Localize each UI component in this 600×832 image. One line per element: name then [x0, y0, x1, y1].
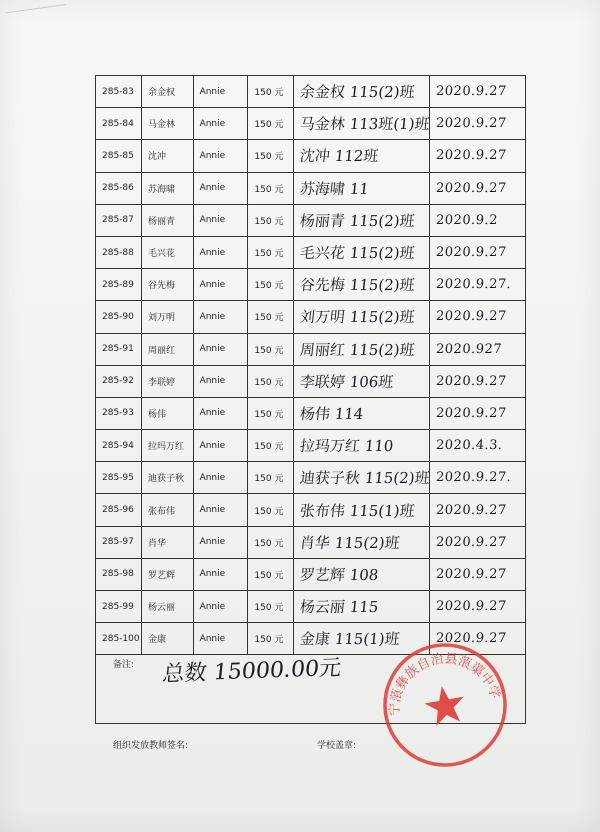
teacher-name: Annie — [199, 633, 226, 644]
amount: 150 元 — [254, 281, 284, 292]
handwritten-date: 2020.9.27 — [435, 84, 508, 100]
row-id: 285-94 — [102, 440, 134, 451]
teacher-name: Annie — [199, 440, 226, 451]
total-handwritten: 总数 15000.00元 — [161, 655, 343, 688]
handwritten-date: 2020.9.27 — [435, 566, 508, 582]
handwritten-signature: 谷先梅 115(2)班 — [298, 276, 416, 295]
table-row — [96, 140, 526, 172]
amount: 150 元 — [254, 88, 284, 99]
recipient-name: 刘万明 — [148, 313, 176, 324]
teacher-name: Annie — [199, 86, 226, 97]
teacher-name: Annie — [199, 344, 226, 355]
recipient-name: 迪获子秋 — [148, 474, 185, 485]
amount: 150 元 — [254, 409, 284, 420]
teacher-name: Annie — [199, 505, 226, 516]
amount: 150 元 — [254, 474, 284, 485]
teacher-name: Annie — [199, 537, 226, 548]
handwritten-signature: 苏海啸 11 — [298, 179, 370, 198]
recipient-name: 毛兴花 — [148, 249, 176, 260]
amount: 150 元 — [254, 603, 284, 614]
recipient-name: 肖华 — [148, 538, 167, 549]
teacher-name: Annie — [199, 118, 226, 129]
handwritten-signature: 李联婷 106班 — [298, 372, 394, 391]
handwritten-signature: 迪获子秋 115(2)班 — [298, 469, 431, 488]
handwritten-date: 2020.9.27 — [435, 534, 508, 550]
handwritten-signature: 马金林 113班(1)班 — [298, 115, 431, 134]
handwritten-date: 2020.9.27 — [435, 180, 508, 196]
amount: 150 元 — [254, 506, 284, 517]
handwritten-signature: 余金权 115(2)班 — [298, 83, 416, 102]
handwritten-date: 2020.9.27 — [435, 309, 508, 325]
recipient-name: 罗艺辉 — [148, 570, 176, 581]
teacher-name: Annie — [199, 183, 226, 194]
recipient-name: 杨丽青 — [148, 216, 176, 227]
handwritten-date: 2020.9.27. — [435, 470, 513, 486]
handwritten-date: 2020.9.27 — [435, 502, 508, 518]
handwritten-signature: 刘万明 115(2)班 — [298, 308, 416, 327]
school-seal-label: 学校盖章: — [317, 741, 357, 751]
handwritten-signature: 沈冲 112班 — [298, 147, 379, 166]
amount: 150 元 — [254, 216, 284, 227]
handwritten-signature: 罗艺辉 108 — [298, 565, 379, 584]
handwritten-date: 2020.9.27 — [435, 599, 508, 615]
table-row — [96, 76, 526, 108]
handwritten-date: 2020.9.27. — [435, 277, 513, 293]
row-id: 285-92 — [102, 376, 134, 387]
handwritten-signature: 杨伟 114 — [298, 404, 364, 423]
handwritten-date: 2020.4.3. — [435, 438, 504, 454]
row-id: 285-91 — [102, 344, 134, 355]
row-id: 285-100 — [102, 633, 140, 644]
handwritten-signature: 杨丽青 115(2)班 — [298, 211, 416, 230]
table-row — [96, 236, 526, 268]
table-row — [96, 172, 526, 204]
amount: 150 元 — [254, 442, 284, 453]
amount: 150 元 — [254, 313, 284, 324]
amount: 150 元 — [254, 249, 284, 260]
recipient-name: 金康 — [148, 635, 167, 646]
row-id: 285-97 — [102, 537, 134, 548]
handwritten-signature: 金康 115(1)班 — [298, 630, 401, 649]
table-row — [96, 108, 526, 140]
recipient-name: 杨云丽 — [148, 603, 176, 614]
teacher-name: Annie — [199, 247, 226, 258]
amount: 150 元 — [254, 184, 284, 195]
row-id: 285-87 — [102, 215, 134, 226]
teacher-name: Annie — [199, 279, 226, 290]
row-id: 285-86 — [102, 183, 134, 194]
table-row — [96, 494, 526, 526]
table-row — [96, 269, 526, 301]
handwritten-date: 2020.9.27 — [435, 148, 508, 164]
row-id: 285-85 — [102, 150, 134, 161]
table-row — [96, 365, 526, 397]
handwritten-date: 2020.927 — [435, 341, 503, 357]
handwritten-signature: 拉玛万红 110 — [298, 437, 394, 456]
table-row — [96, 526, 526, 558]
amount: 150 元 — [254, 635, 284, 646]
row-id: 285-98 — [102, 569, 134, 580]
handwritten-signature: 杨云丽 115 — [298, 598, 379, 617]
table-row — [96, 462, 526, 494]
row-id: 285-99 — [102, 601, 134, 612]
teacher-name: Annie — [199, 311, 226, 322]
amount: 150 元 — [254, 538, 284, 549]
teacher-name: Annie — [199, 408, 226, 419]
amount: 150 元 — [254, 345, 284, 356]
table-row — [96, 333, 526, 365]
row-id: 285-88 — [102, 247, 134, 258]
seal-text: 宁蒗彝族自治县蒗蕖中学 — [387, 651, 503, 717]
distribution-table — [95, 75, 526, 655]
seal-star-icon — [422, 683, 468, 727]
recipient-name: 苏海啸 — [148, 184, 176, 195]
teacher-name: Annie — [199, 215, 226, 226]
row-id: 285-84 — [102, 118, 134, 129]
row-id: 285-96 — [102, 505, 134, 516]
handwritten-date: 2020.9.27 — [435, 116, 508, 132]
table-row — [96, 430, 526, 462]
recipient-name: 沈冲 — [148, 152, 167, 163]
recipient-name: 马金林 — [148, 120, 176, 131]
recipient-name: 周丽红 — [148, 345, 176, 356]
teacher-name: Annie — [199, 569, 226, 580]
row-id: 285-90 — [102, 311, 134, 322]
amount: 150 元 — [254, 570, 284, 581]
recipient-name: 杨伟 — [148, 409, 167, 420]
handwritten-signature: 肖华 115(2)班 — [298, 533, 401, 552]
table-row — [96, 204, 526, 236]
amount: 150 元 — [254, 377, 284, 388]
recipient-name: 拉玛万红 — [148, 442, 185, 453]
teacher-name: Annie — [199, 150, 226, 161]
handwritten-date: 2020.9.27 — [435, 631, 508, 647]
handwritten-date: 2020.9.27 — [435, 245, 508, 261]
amount: 150 元 — [254, 152, 284, 163]
handwritten-signature: 张布伟 115(1)班 — [298, 501, 416, 520]
handwritten-date: 2020.9.27 — [435, 373, 508, 389]
handwritten-signature: 周丽红 115(2)班 — [298, 340, 416, 359]
handwritten-date: 2020.9.27 — [435, 405, 508, 421]
table-row — [96, 558, 526, 590]
remarks-label: 备注: — [113, 660, 135, 670]
row-id: 285-89 — [102, 279, 134, 290]
recipient-name: 谷先梅 — [148, 281, 176, 292]
table-row — [96, 397, 526, 429]
recipient-name: 李联婷 — [148, 377, 176, 388]
table-row — [96, 301, 526, 333]
teacher-signature-label: 组织发放教师签名: — [113, 741, 189, 751]
row-id: 285-83 — [102, 86, 134, 97]
recipient-name: 张布伟 — [148, 506, 176, 517]
teacher-name: Annie — [199, 472, 226, 483]
row-id: 285-95 — [102, 472, 134, 483]
handwritten-date: 2020.9.2 — [435, 212, 499, 228]
teacher-name: Annie — [199, 376, 226, 387]
teacher-name: Annie — [199, 601, 226, 612]
row-id: 285-93 — [102, 408, 134, 419]
amount: 150 元 — [254, 120, 284, 131]
recipient-name: 余金权 — [148, 88, 176, 99]
school-seal-stamp — [370, 630, 521, 781]
table-row — [96, 591, 526, 623]
handwritten-signature: 毛兴花 115(2)班 — [298, 244, 416, 263]
